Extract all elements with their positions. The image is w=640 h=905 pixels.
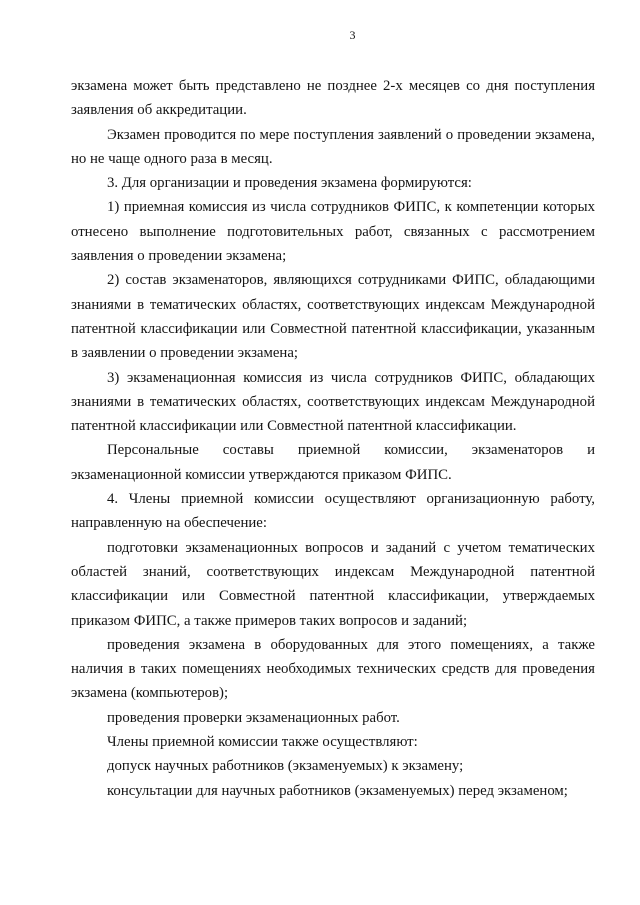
paragraph-personnel-approval: Персональные составы приемной комиссии, экзаменаторов и экзаменационной комиссии утверждаются приказом ФИПС. [71,442,595,483]
paragraph-prepare-questions: подготовки экзаменационных вопросов и заданий с учетом тематических областей знаний, соответствующих индексам Международной патентной классификации или Совместной патентной классификации, утверждаемых приказом ФИПС, а также примеров таких вопросов и заданий; [71,539,595,629]
page-number: 3 [349,28,356,42]
paragraph-item-3-exam-committee: 3) экзаменационная комиссия из числа сотрудников ФИПС, обладающих знаниями в тематических областях, соответствующих индексам Международной патентной классификации или Совместной патентной классификации. [71,369,595,435]
paragraph-admission-to-exam: допуск научных работников (экзаменуемых) к экзамену; [107,758,464,775]
paragraph-also-perform: Члены приемной комиссии также осуществляют: [107,734,418,751]
paragraph-item-2-examiners: 2) состав экзаменаторов, являющихся сотрудниками ФИПС, обладающими знаниями в тематических областях, соответствующих индексам Международной патентной классификации или Совместной патентной классификации, указанным в заявлении о проведении экзамена; [71,272,595,362]
document-body [71,74,595,803]
paragraph-continuation: экзамена может быть представлено не позднее 2-х месяцев со дня поступления заявления об аккредитации. [71,78,595,119]
paragraph-consultations: консультации для научных работников (экзаменуемых) перед экзаменом; [107,782,568,799]
paragraph-work-checking: проведения проверки экзаменационных работ. [107,709,400,726]
paragraph-exam-frequency: Экзамен проводится по мере поступления заявлений о проведении экзамена, но не чаще одного раза в месяц. [71,126,595,167]
paragraph-item-1-admissions-committee: 1) приемная комиссия из числа сотрудников ФИПС, к компетенции которых отнесено выполнение подготовительных работ, связанных с рассмотрением заявления о проведении экзамена; [71,199,595,265]
paragraph-section-3-heading: 3. Для организации и проведения экзамена формируются: [107,175,472,192]
paragraph-exam-premises: проведения экзамена в оборудованных для этого помещениях, а также наличия в таких помещениях необходимых технических средств для проведения экзамена (компьютеров); [71,636,595,702]
paragraph-section-4-heading: 4. Члены приемной комиссии осуществляют организационную работу, направленную на обеспечение: [71,491,595,532]
